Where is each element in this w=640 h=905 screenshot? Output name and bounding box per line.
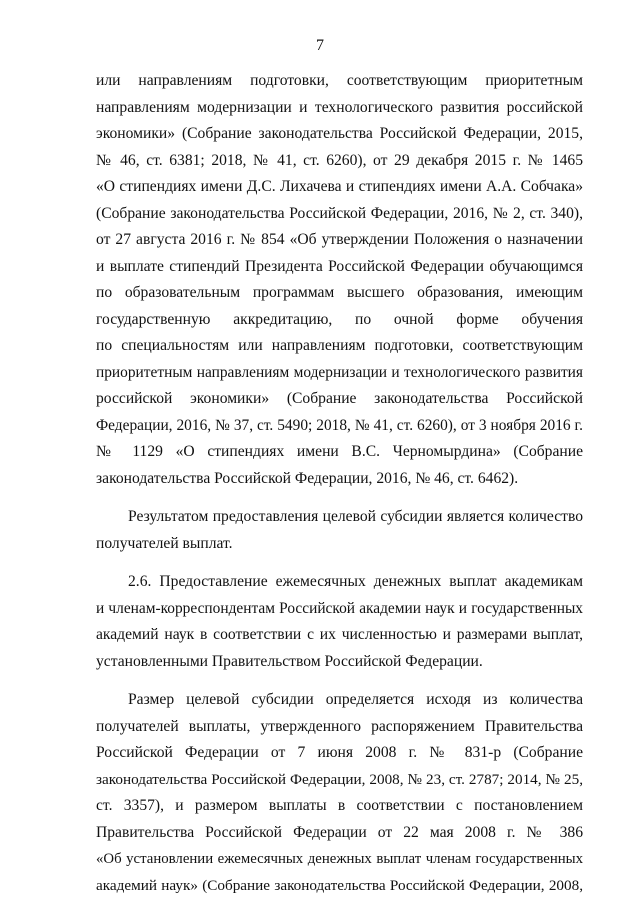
- text-line: и членам-корреспондентам Российской академии наук и государственных: [96, 599, 583, 617]
- text-line: экономики» (Собрание законодательства Российской Федерации, 2015,: [96, 125, 583, 142]
- text-line: № 1129 «О стипендиях имени В.С. Черномырдина» (Собрание: [96, 443, 583, 460]
- text-line: или направлениям подготовки, соответствующим приоритетным: [96, 72, 583, 89]
- paragraph-scholarship-references: [96, 68, 583, 492]
- text-line: академий наук» (Собрание законодательства Российской Федерации, 2008,: [96, 876, 583, 894]
- text-line: законодательства Российской Федерации, 2016, № 46, ст. 6462).: [96, 469, 519, 487]
- text-line: законодательства Российской Федерации, 2008, № 23, ст. 2787; 2014, № 25,: [96, 770, 583, 788]
- text-line: ст. 3357), и размером выплаты в соответствии с постановлением: [96, 797, 583, 814]
- text-line: академий наук в соответствии с их численностью и размерами выплат,: [96, 626, 583, 643]
- text-line: № 46, ст. 6381; 2018, № 41, ст. 6260), от 29 декабря 2015 г. № 1465: [96, 151, 583, 169]
- text-line: государственную аккредитацию, по очной форме обучения: [96, 310, 583, 328]
- paragraph-subsidy-size: [96, 687, 583, 899]
- paragraph-subsidy-result: [96, 504, 583, 557]
- text-line: приоритетным направлениям модернизации и технологического развития: [96, 363, 583, 381]
- text-line: Федерации, 2016, № 37, ст. 5490; 2018, № 41, ст. 6260), от 3 ноября 2016 г.: [96, 416, 583, 434]
- text-line: получателей выплаты, утвержденного распоряжением Правительства: [96, 717, 583, 735]
- text-line: установленными Правительством Российской Федерации.: [96, 652, 483, 670]
- text-line: российской экономики» (Собрание законодательства Российской: [96, 390, 583, 407]
- text-line: Российской Федерации от 7 июня 2008 г. № 831-р (Собрание: [96, 744, 583, 761]
- text-line: по специальностям или направлениям подготовки, соответствующим: [96, 337, 583, 354]
- text-line: получателей выплат.: [96, 534, 233, 552]
- text-line: от 27 августа 2016 г. № 854 «Об утверждении Положения о назначении: [96, 231, 583, 248]
- document-body: [96, 68, 583, 899]
- text-line: Результатом предоставления целевой субсидии является количество: [128, 508, 583, 525]
- text-line: направлениям модернизации и технологического развития российской: [96, 98, 583, 116]
- text-line: по образовательным программам высшего образования, имеющим: [96, 284, 583, 301]
- text-line: (Собрание законодательства Российской Федерации, 2016, № 2, ст. 340),: [96, 204, 583, 222]
- text-line: и выплате стипендий Президента Российской Федерации обучающимся: [96, 257, 583, 275]
- text-line: Размер целевой субсидии определяется исходя из количества: [128, 691, 583, 708]
- paragraph-section-2-6: [96, 569, 583, 675]
- text-line: 2.6. Предоставление ежемесячных денежных выплат академикам: [128, 573, 583, 590]
- text-line: «О стипендиях имени Д.С. Лихачева и стипендиях имени А.А. Собчака»: [96, 178, 583, 195]
- text-line: «Об установлении ежемесячных денежных выплат членам государственных: [96, 851, 583, 867]
- page-number: 7: [316, 37, 324, 54]
- text-line: Правительства Российской Федерации от 22 мая 2008 г. № 386: [96, 823, 583, 841]
